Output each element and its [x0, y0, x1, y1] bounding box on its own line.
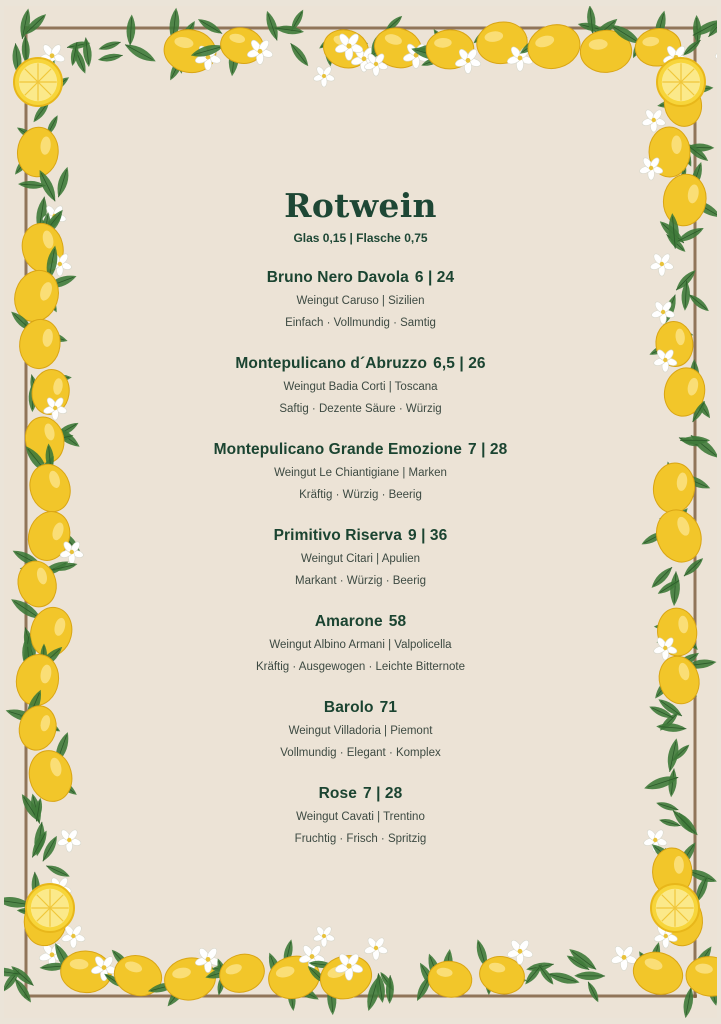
wine-notes: Saftig · Dezente Säure · Würzig: [279, 403, 442, 415]
wine-price: 7 | 28: [467, 441, 508, 458]
wine-winery: Weingut Citari | Apulien: [300, 553, 421, 565]
wine-notes: Einfach · Vollmundig · Samtig: [285, 317, 436, 329]
wine-notes: Kräftig · Würzig · Beerig: [299, 489, 422, 501]
wine-price: 9 | 36: [407, 527, 448, 544]
serving-sizes: Glas 0,15 | Flasche 0,75: [293, 231, 428, 245]
wine-name: Montepulicano Grande Emozione: [213, 441, 462, 458]
menu-content: [114, 186, 607, 870]
menu-page: [4, 6, 717, 1018]
wine-name: Montepulicano d´Abruzzo: [235, 355, 428, 372]
wine-item: [114, 440, 607, 526]
wine-name-line: [114, 440, 607, 460]
wine-name: Primitivo Riserva: [273, 527, 402, 544]
wine-price: 71: [379, 699, 398, 716]
wine-name-line: [114, 784, 607, 804]
wine-notes: Vollmundig · Elegant · Komplex: [280, 747, 441, 759]
wine-winery: Weingut Villadoria | Piemont: [288, 725, 433, 737]
wine-item: [114, 612, 607, 698]
wine-name-line: [114, 354, 607, 374]
wine-notes: Kräftig · Ausgewogen · Leichte Bitternote: [255, 661, 466, 673]
wine-list: [114, 268, 607, 870]
wine-notes: Markant · Würzig · Beerig: [294, 575, 426, 587]
wine-name-line: [114, 612, 607, 632]
wine-winery: Weingut Badia Corti | Toscana: [283, 381, 438, 393]
wine-name: Barolo: [323, 699, 374, 716]
wine-item: [114, 784, 607, 870]
wine-notes: Fruchtig · Frisch · Spritzig: [294, 833, 427, 845]
wine-winery: Weingut Le Chiantigiane | Marken: [274, 467, 447, 479]
wine-item: [114, 268, 607, 354]
wine-name: Rose: [318, 785, 357, 802]
wine-winery: Weingut Cavati | Trentino: [296, 811, 425, 823]
wine-item: [114, 698, 607, 784]
wine-price: 58: [388, 613, 407, 630]
wine-item: [114, 354, 607, 440]
wine-name: Bruno Nero Davola: [266, 269, 409, 286]
page-title: Rotwein: [284, 186, 437, 225]
wine-price: 6 | 24: [414, 269, 455, 286]
wine-price: 7 | 28: [362, 785, 403, 802]
wine-name-line: [114, 526, 607, 546]
wine-name-line: [114, 698, 607, 718]
wine-name: Amarone: [314, 613, 383, 630]
wine-price: 6,5 | 26: [433, 355, 486, 372]
wine-item: [114, 526, 607, 612]
wine-winery: Weingut Albino Armani | Valpolicella: [269, 639, 452, 651]
wine-name-line: [114, 268, 607, 288]
wine-winery: Weingut Caruso | Sizilien: [296, 295, 425, 307]
